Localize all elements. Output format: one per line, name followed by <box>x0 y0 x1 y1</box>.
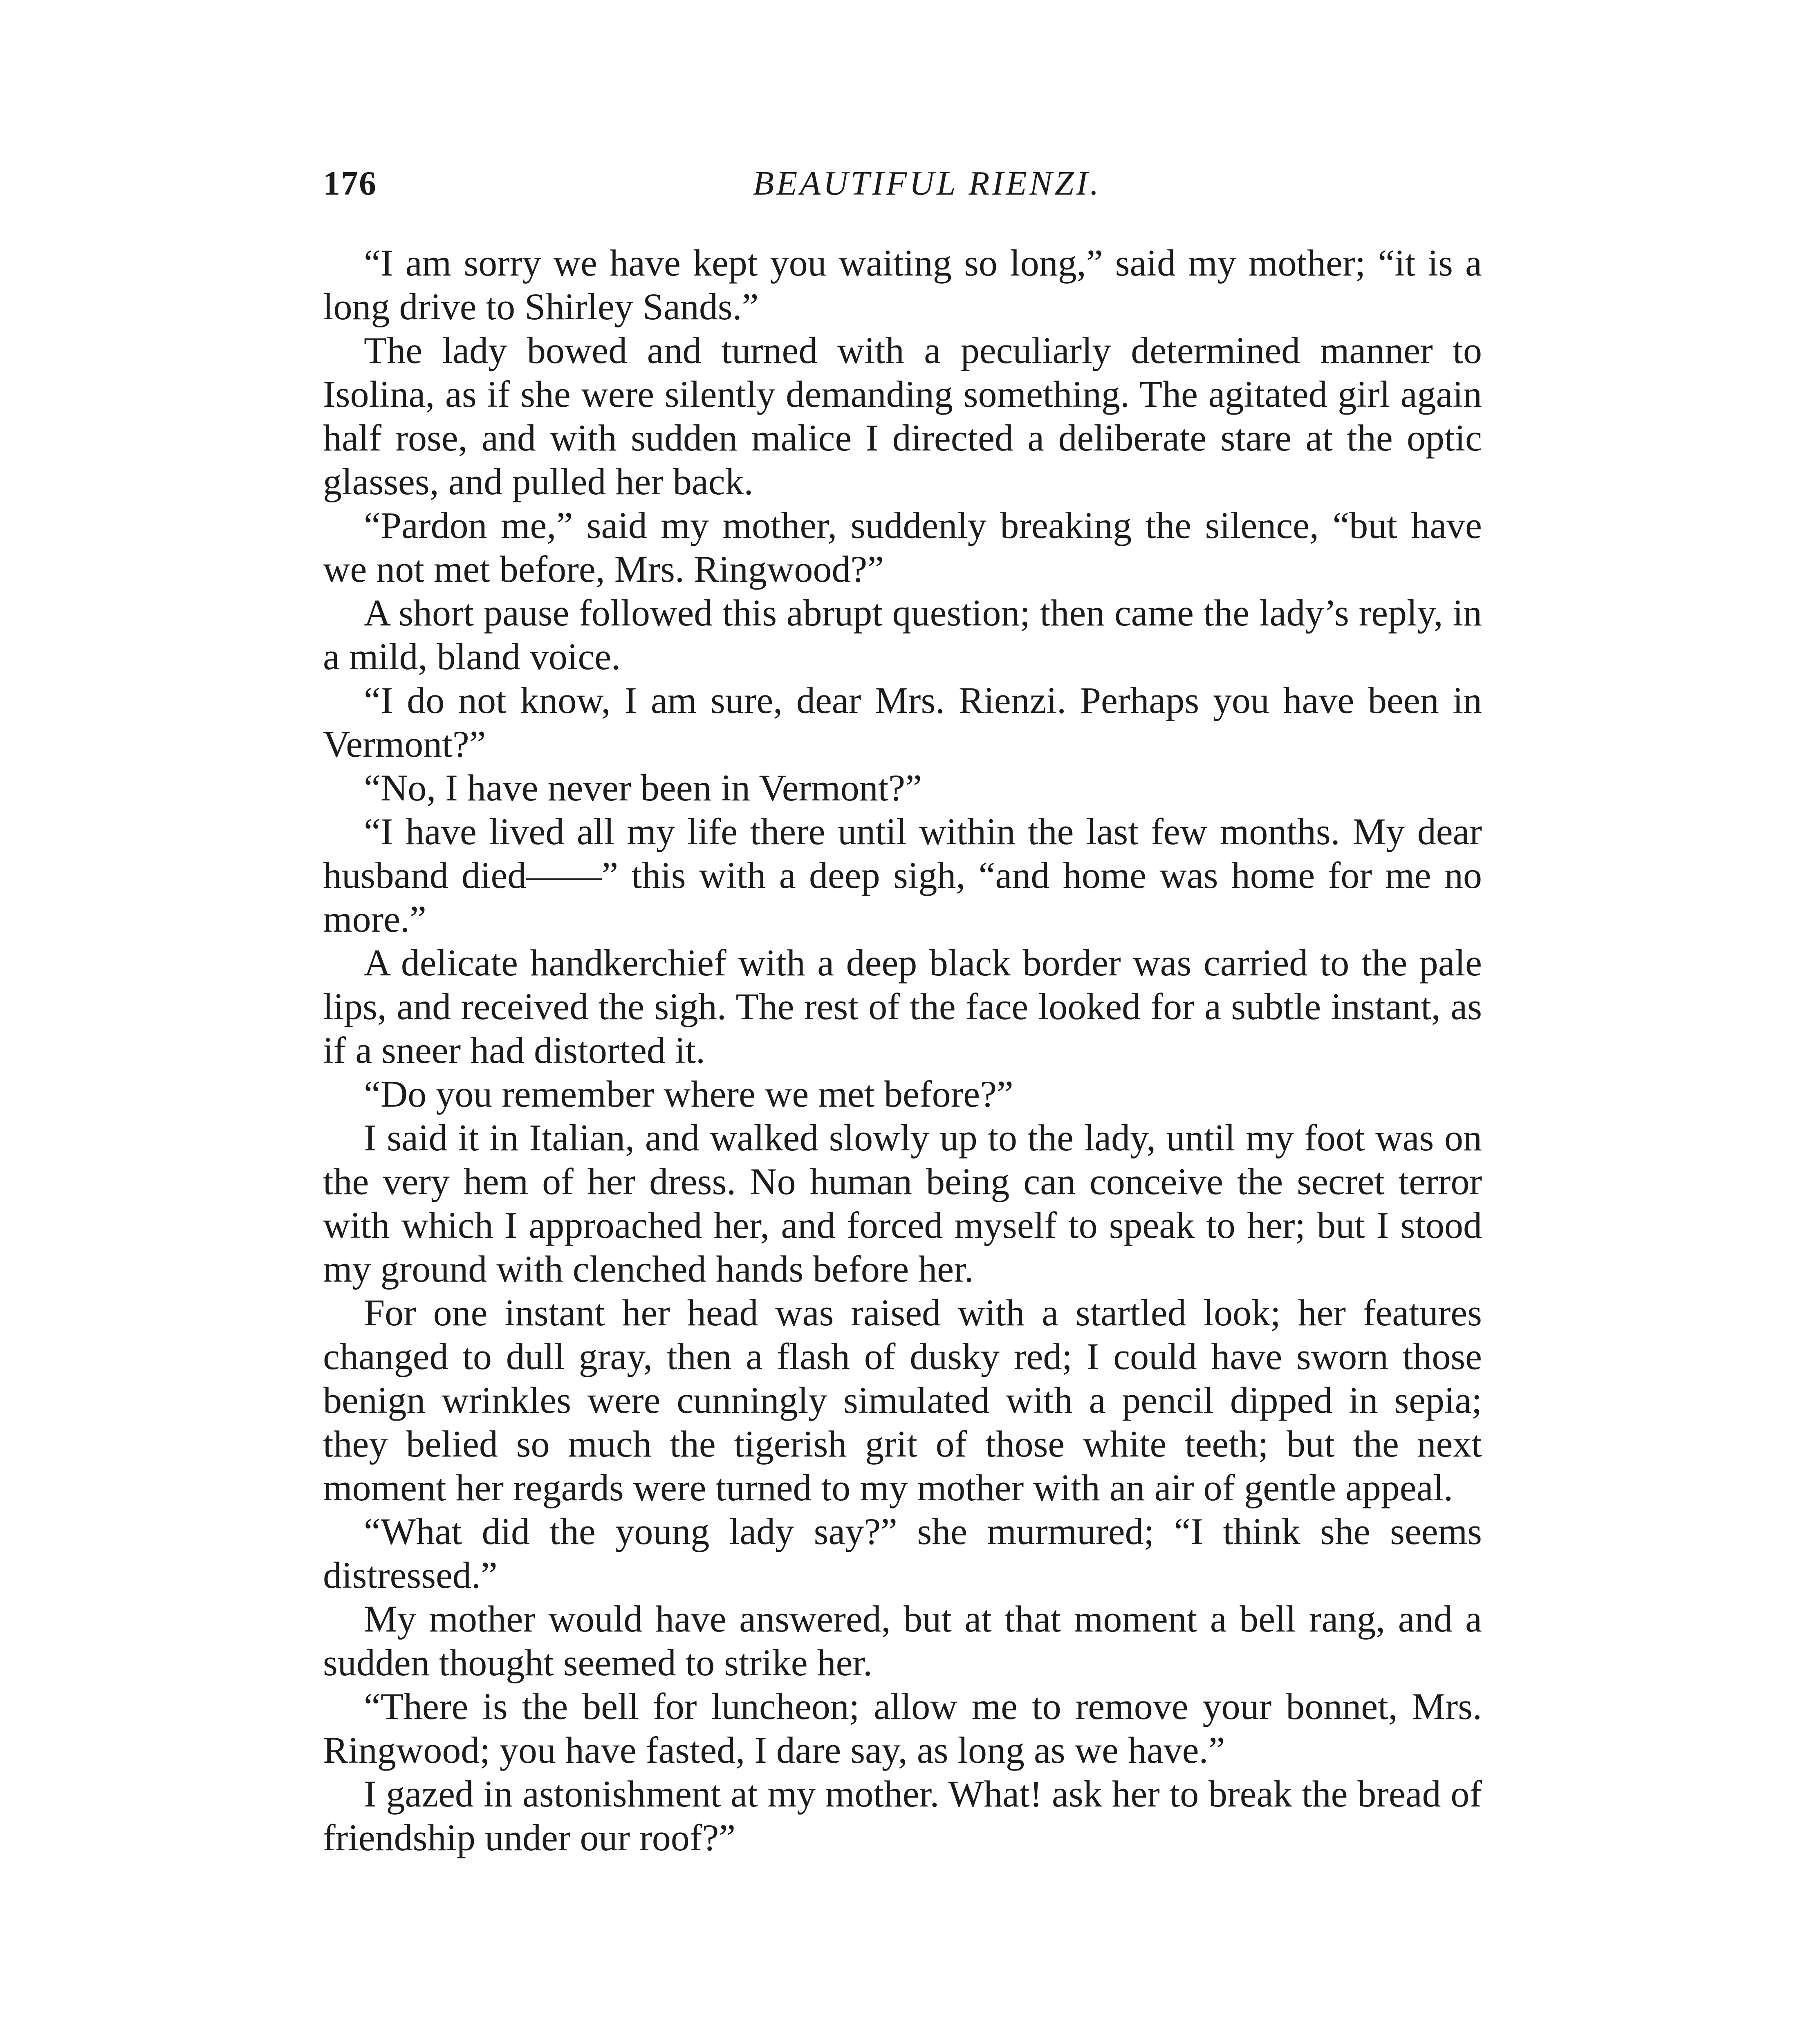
running-title: BEAUTIFUL RIENZI. <box>753 164 1101 202</box>
paragraph: “I am sorry we have kept you waiting so long,” said my mother; “it is a long drive to Shirley Sands.” <box>323 242 1482 327</box>
paragraph: “There is the bell for luncheon; allow me to remove your bonnet, Mrs. Ringwood; you have fasted, I dare say, as long as we have.” <box>323 1685 1482 1771</box>
paragraph: “I do not know, I am sure, dear Mrs. Rienzi. Perhaps you have been in Vermont?” <box>323 679 1482 765</box>
paragraph: “What did the young lady say?” she murmured; “I think she seems distressed.” <box>323 1511 1482 1596</box>
paragraph: A delicate handkerchief with a deep black border was carried to the pale lips, and received the sigh. The rest of the face looked for a subtle instant, as if a sneer had distorted it. <box>323 942 1482 1071</box>
paragraph: “I have lived all my life there until within the last few months. My dear husband died——” this with a deep sigh, “and home was home for me no more.” <box>323 811 1482 940</box>
paragraph: I gazed in astonishment at my mother. What! ask her to break the bread of friendship under our roof?” <box>323 1773 1482 1858</box>
paragraph: “Pardon me,” said my mother, suddenly breaking the silence, “but have we not met before, Mrs. Ringwood?” <box>323 504 1482 590</box>
page-number: 176 <box>323 164 377 202</box>
paragraph: A short pause followed this abrupt question; then came the lady’s reply, in a mild, bland voice. <box>323 592 1482 677</box>
paragraph: For one instant her head was raised with a startled look; her features changed to dull gray, then a flash of dusky red; I could have sworn those benign wrinkles were cunningly simulated with a pencil dipped in sepia; they belied so much the tigerish grit of those white teeth; but the next moment her regards were turned to my mother with an air of gentle appeal. <box>323 1292 1482 1508</box>
book-page <box>323 151 1482 1860</box>
paragraph: The lady bowed and turned with a peculiarly determined manner to Isolina, as if she were silently demanding something. The agitated girl again half rose, and with sudden malice I directed a deliberate stare at the optic glasses, and pulled her back. <box>323 329 1482 502</box>
running-head <box>323 164 1482 225</box>
paragraph: I said it in Italian, and walked slowly up to the lady, until my foot was on the very hem of her dress. No human being can conceive the secret terror with which I approached her, and forced myself to speak to her; but I stood my ground with clenched hands before her. <box>323 1117 1482 1290</box>
paragraph: My mother would have answered, but at that moment a bell rang, and a sudden thought seemed to strike her. <box>323 1598 1482 1683</box>
body-text <box>323 241 1482 1860</box>
paragraph: “Do you remember where we met before?” <box>364 1073 1013 1115</box>
paragraph: “No, I have never been in Vermont?” <box>364 767 922 809</box>
